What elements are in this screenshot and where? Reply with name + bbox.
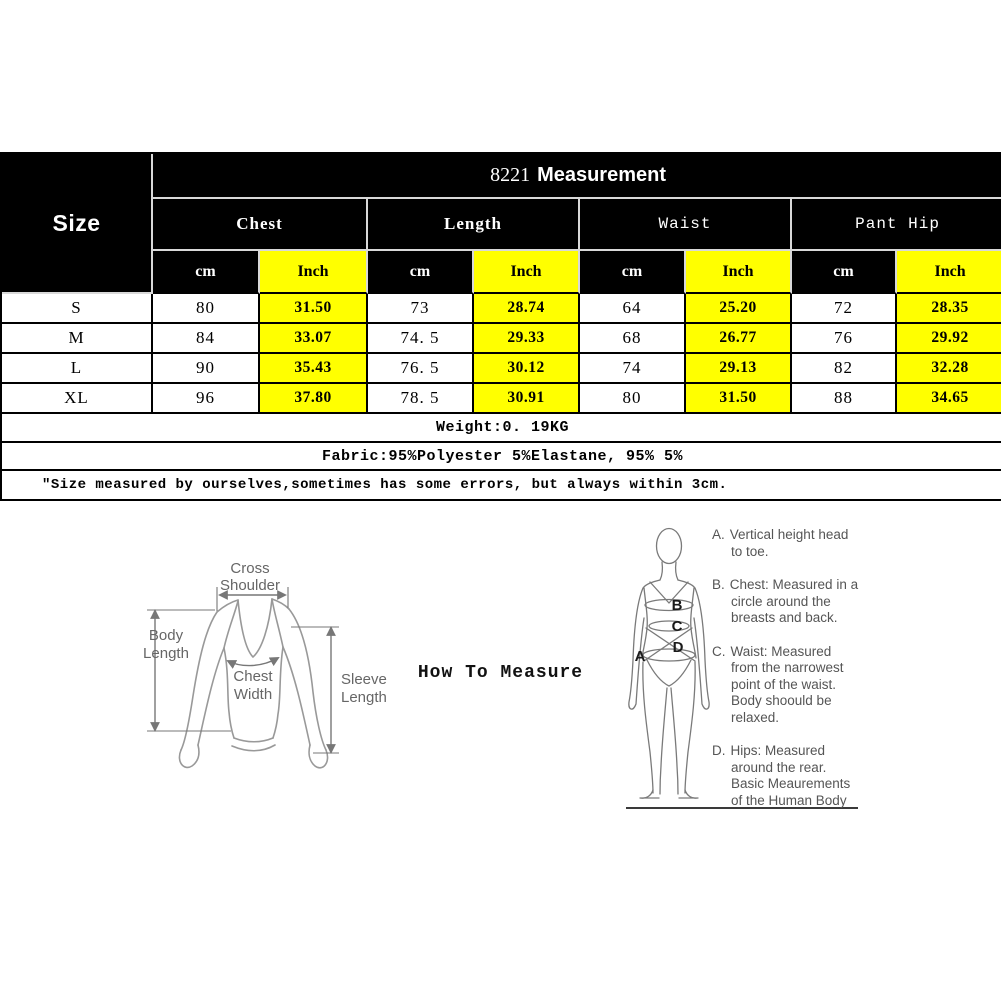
unit-cell-inch: Inch [686, 251, 792, 294]
mark-d: D [672, 639, 684, 656]
table-cell: 25.20 [686, 294, 792, 324]
sleeve-length-label-1: Sleeve [341, 671, 387, 688]
instruction-text: from the narrowest [731, 660, 844, 675]
table-cell: 76 [792, 324, 897, 354]
instruction-text: relaxed. [731, 709, 780, 725]
table-row [2, 354, 1001, 384]
instruction-c [712, 644, 898, 727]
size-note-text: ″Size measured by ourselves,sometimes has some errors, but always within 3cm. [2, 471, 1001, 499]
instruction-prefix: A. [712, 527, 725, 542]
size-header-cell [2, 154, 153, 294]
group-header-length: Length [368, 199, 580, 252]
table-cell: 37.80 [260, 384, 368, 414]
instruction-text: Body shoould be [731, 693, 832, 708]
size-header-label: Size [52, 209, 101, 236]
instruction-text: Hips: Measured [730, 743, 826, 758]
table-cell: 72 [792, 294, 897, 324]
table-cell: 76. 5 [368, 354, 474, 384]
table-cell: 82 [792, 354, 897, 384]
table-cell: 78. 5 [368, 384, 474, 414]
instruction-text: circle around the [731, 593, 831, 609]
instruction-text: to toe. [731, 543, 769, 559]
unit-cell-inch: Inch [474, 251, 580, 294]
instruction-prefix: D. [712, 743, 726, 758]
unit-cell-inch: Inch [897, 251, 1001, 294]
cross-shoulder-label-1: Cross [230, 560, 270, 577]
instruction-text: point of the waist. [731, 676, 837, 692]
table-cell: 74 [580, 354, 686, 384]
table-row [2, 384, 1001, 414]
table-cell: 33.07 [260, 324, 368, 354]
mark-a: A [634, 648, 646, 665]
table-cell: S [2, 294, 153, 324]
table-cell: 35.43 [260, 354, 368, 384]
fabric-text: Fabric:95%Polyester 5%Elastane, 95% 5% [2, 443, 1001, 471]
table-cell: 80 [153, 294, 260, 324]
table-cell: 26.77 [686, 324, 792, 354]
table-title: Measurement [537, 163, 666, 186]
group-header-chest: Chest [153, 199, 368, 252]
unit-cell-cm: cm [368, 251, 474, 294]
table-cell: XL [2, 384, 153, 414]
table-cell: 29.92 [897, 324, 1001, 354]
table-cell: 73 [368, 294, 474, 324]
table-row [2, 294, 1001, 324]
mark-c: C [671, 618, 683, 635]
table-cell: 30.12 [474, 354, 580, 384]
instruction-prefix: B. [712, 577, 725, 592]
instruction-text: Vertical height head [729, 527, 849, 542]
unit-cell-cm: cm [792, 251, 897, 294]
table-cell: M [2, 324, 153, 354]
table-cell: 74. 5 [368, 324, 474, 354]
cross-shoulder-label-2: Shoulder [219, 577, 281, 594]
instruction-text: of the Human Body [731, 792, 847, 808]
body-length-label-2: Length [143, 645, 189, 662]
group-header-waist: Waist [580, 199, 792, 252]
instruction-a [712, 527, 898, 560]
table-cell: 80 [580, 384, 686, 414]
instruction-text: Basic Meaurements [731, 776, 851, 791]
chest-width-label-1: Chest [233, 668, 273, 685]
instruction-text: Waist: Measured [730, 643, 832, 659]
unit-cell-inch: Inch [260, 251, 368, 294]
table-cell: 96 [153, 384, 260, 414]
sleeve-length-label-2: Length [341, 689, 387, 706]
how-to-measure-title: How To Measure [417, 663, 584, 683]
weight-row [2, 414, 1001, 443]
group-header-pant-hip: Pant Hip [792, 199, 1001, 252]
instruction-d [712, 743, 898, 809]
note-row [2, 471, 1001, 499]
table-title-cell [153, 154, 1001, 199]
table-cell: L [2, 354, 153, 384]
unit-cell-cm: cm [153, 251, 260, 294]
model-number: 8221 [490, 163, 531, 186]
weight-text: Weight:0. 19KG [2, 414, 1001, 443]
table-cell: 29.33 [474, 324, 580, 354]
size-chart-table [0, 152, 1001, 501]
table-cell: 34.65 [897, 384, 1001, 414]
table-cell: 32.28 [897, 354, 1001, 384]
table-row [2, 324, 1001, 354]
fabric-row [2, 443, 1001, 471]
table-cell: 64 [580, 294, 686, 324]
table-cell: 84 [153, 324, 260, 354]
instruction-text: around the rear. [731, 759, 827, 775]
chest-width-label-2: Width [233, 686, 273, 703]
table-cell: 30.91 [474, 384, 580, 414]
unit-cell-cm: cm [580, 251, 686, 294]
table-cell: 28.35 [897, 294, 1001, 324]
table-cell: 31.50 [686, 384, 792, 414]
table-cell: 31.50 [260, 294, 368, 324]
table-title-row [2, 154, 1001, 199]
table-cell: 68 [580, 324, 686, 354]
table-cell: 90 [153, 354, 260, 384]
mark-b: B [671, 597, 683, 614]
measure-instructions [712, 527, 898, 826]
instruction-b [712, 577, 898, 627]
instruction-prefix: C. [712, 643, 726, 659]
body-length-label-1: Body [148, 627, 184, 644]
table-cell: 28.74 [474, 294, 580, 324]
table-cell: 88 [792, 384, 897, 414]
instruction-text: breasts and back. [731, 610, 838, 625]
instruction-text: Chest: Measured in a [729, 577, 859, 592]
table-cell: 29.13 [686, 354, 792, 384]
